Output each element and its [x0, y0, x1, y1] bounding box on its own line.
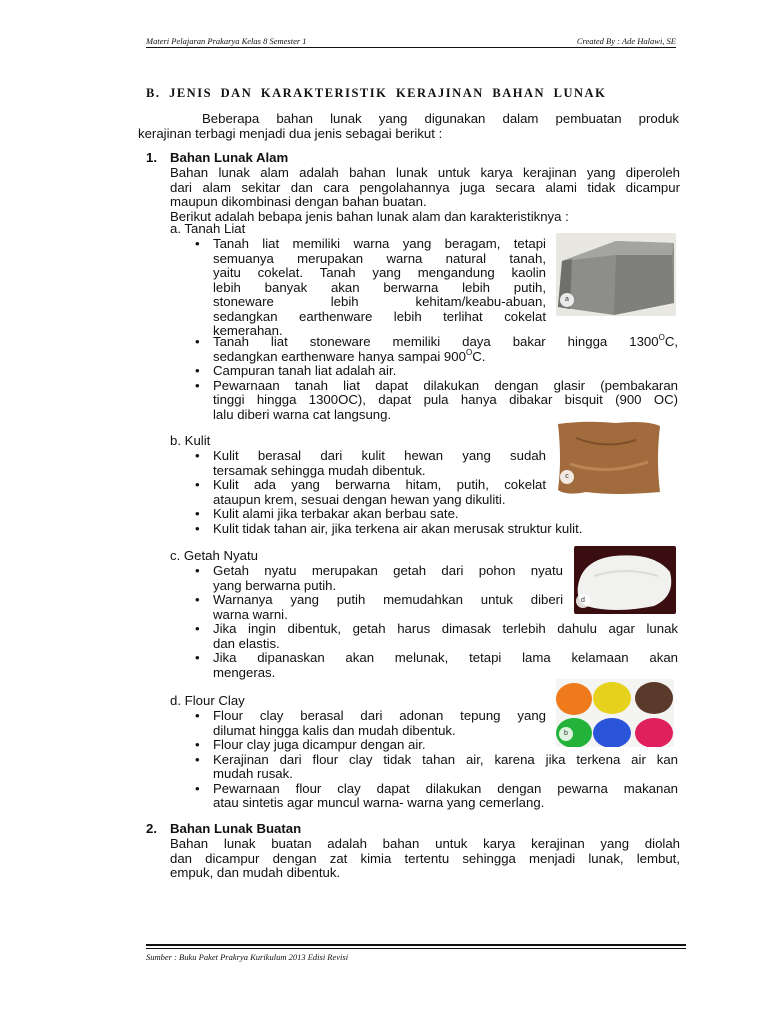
list-line: kemerahan. [213, 323, 283, 338]
text-run: Tanah liat stoneware memiliki daya bakar hingga 1300 [213, 334, 659, 349]
footer-rule [146, 948, 686, 949]
header-left: Materi Pelajaran Prakarya Kelas 8 Semester 1 [146, 36, 307, 46]
page-footer: Sumber : Buku Paket Prakrya Kurikulum 2013 Edisi Revisi [146, 952, 349, 962]
list-line: • Getah nyatu merupakan getah dari pohon nyatu [213, 563, 563, 578]
list-item [213, 364, 678, 379]
subsection-b-label: b. Kulit [170, 433, 211, 448]
image-tag: c [560, 470, 574, 484]
section-title: B. JENIS DAN KARAKTERISTIK KERAJINAN BAHAN LUNAK [146, 86, 607, 100]
list-line: • Kulit tidak tahan air, jika terkena air akan merusak struktur kulit. [213, 520, 583, 536]
list-line: • Pewarnaan flour clay dapat dilakukan dengan pewarna makanan [213, 780, 678, 796]
leather-image [556, 420, 662, 496]
section-1-number: 1. [146, 150, 157, 165]
list-line: yang berwarna putih. [213, 577, 337, 593]
sap-photo [574, 546, 676, 614]
list-line [213, 347, 678, 365]
list-item [213, 782, 678, 811]
list-line: warna warni. [213, 606, 288, 622]
list-line: dan elastis. [213, 635, 280, 651]
text-run: C, [664, 334, 678, 349]
list-line: • Kulit alami jika terbakar akan berbau sate. [213, 506, 459, 521]
header-right: Created By : Ade Halawi, SE [576, 36, 676, 46]
paragraph-line: dan dicampur dengan zat kimia tertentu sehingga menjadi lunak, lembut, [170, 850, 680, 866]
section-2-number: 2. [146, 821, 157, 836]
list-line: • Kerajinan dari flour clay tidak tahan air, karena jika terkena air kan [213, 751, 678, 767]
list-line: • Kulit ada yang berwarna hitam, putih, cokelat [213, 477, 546, 492]
kulit-list [213, 449, 583, 536]
paragraph-line: Berikut adalah bebapa jenis bahan lunak alam dan karakteristiknya : [170, 208, 569, 224]
section-1-title: Bahan Lunak Alam [170, 150, 289, 165]
intro-line: kerajinan terbagi menjadi dua jenis sebagai berikut : [138, 125, 443, 141]
list-line: • Pewarnaan tanah liat dapat dilakukan dengan glasir (pembakaran [213, 377, 678, 393]
list-line: lalu diberi warna cat langsung. [213, 406, 392, 422]
intro-paragraph [138, 112, 679, 141]
superscript: O [465, 347, 473, 357]
list-item [213, 478, 583, 507]
list-line: • Jika dipanaskan akan melunak, tetapi lama kelamaan akan [213, 650, 678, 665]
tanah-liat-list-2 [213, 335, 678, 422]
list-item [213, 449, 546, 478]
flour-clay-image [556, 679, 674, 747]
list-line: • Tanah liat memiliki warna yang beragam, tetapi [213, 236, 546, 251]
subsection-d-label: d. Flour Clay [170, 693, 245, 708]
section-1-paragraph [170, 166, 680, 224]
list-item [213, 753, 678, 782]
list-item [213, 335, 678, 364]
paragraph-line: empuk, dan mudah dibentuk. [170, 865, 341, 880]
header-rule [146, 47, 676, 48]
list-item [213, 522, 643, 537]
leather-photo [556, 420, 662, 496]
paragraph-line: Bahan lunak alam adalah bahan lunak untuk karya kerajinan yang diperoleh [170, 165, 680, 180]
list-line: yaitu cokelat. Tanah yang mengandung kaolin [213, 265, 546, 280]
list-line: • Campuran tanah liat adalah air. [213, 363, 397, 378]
text-run: C. [472, 348, 486, 364]
list-line: stoneware lebih kehitam/keabu-abuan, [213, 294, 546, 309]
list-line: semuanya merupakan warna natural tanah, [213, 250, 546, 266]
list-line: • Warnanya yang putih memudahkan untuk diberi [213, 592, 563, 607]
image-tag: a [560, 293, 574, 307]
text-run: sedangkan earthenware hanya sampai 900 [213, 348, 466, 364]
list-item [213, 507, 583, 522]
list-line: tinggi hingga 1300OC), dapat pula hanya dibakar bisquit (900 OC) [213, 392, 678, 407]
section-2-paragraph [170, 837, 680, 881]
list-line: tersamak sehingga mudah dibentuk. [213, 462, 426, 478]
list-line: • Flour clay berasal dari adonan tepung yang [213, 708, 546, 723]
list-item [213, 237, 546, 339]
section-2-title: Bahan Lunak Buatan [170, 821, 302, 836]
list-line: • Flour clay juga dicampur dengan air. [213, 737, 426, 752]
superscript: O [658, 333, 665, 342]
footer-rule [146, 944, 686, 946]
image-tag: d [576, 594, 590, 608]
tanah-liat-list-1 [213, 237, 546, 339]
flour-clay-photo [556, 679, 674, 747]
list-line: ataupun krem, sesuai dengan hewan yang dikuliti. [213, 491, 506, 507]
list-item [213, 622, 678, 651]
list-line: dilumat hingga kalis dan mudah dibentuk. [213, 722, 456, 738]
subsection-c-label: c. Getah Nyatu [170, 548, 258, 563]
list-item [213, 651, 678, 680]
list-line: • Kulit berasal dari kulit hewan yang sudah [213, 448, 546, 463]
clay-photo [556, 233, 676, 316]
list-item [213, 379, 678, 423]
paragraph-line: maupun dikombinasi dengan bahan buatan. [170, 194, 427, 209]
paragraph-line: Bahan lunak buatan adalah bahan untuk karya kerajinan yang diolah [170, 836, 680, 851]
intro-line: Beberapa bahan lunak yang digunakan dalam pembuatan produk [202, 111, 679, 126]
list-line: atau sintetis agar muncul warna- warna yang cemerlang. [213, 795, 545, 810]
paragraph-line: dari alam sekitar dan cara pengolahannya juga secara alami tidak dicampur [170, 179, 680, 195]
list-line: lebih banyak akan berwarna lebih putih, [213, 279, 546, 295]
list-line: mudah rusak. [213, 766, 293, 781]
clay-image [556, 233, 676, 316]
image-tag: b [559, 727, 573, 741]
list-line [213, 335, 678, 350]
list-line: mengeras. [213, 664, 276, 680]
list-line: • Jika ingin dibentuk, getah harus dimasak terlebih dahulu agar lunak [213, 621, 678, 636]
page-header [146, 34, 676, 48]
subsection-a-label: a. Tanah Liat [170, 221, 246, 236]
list-line: sedangkan earthenware lebih terlihat cokelat [213, 308, 546, 324]
